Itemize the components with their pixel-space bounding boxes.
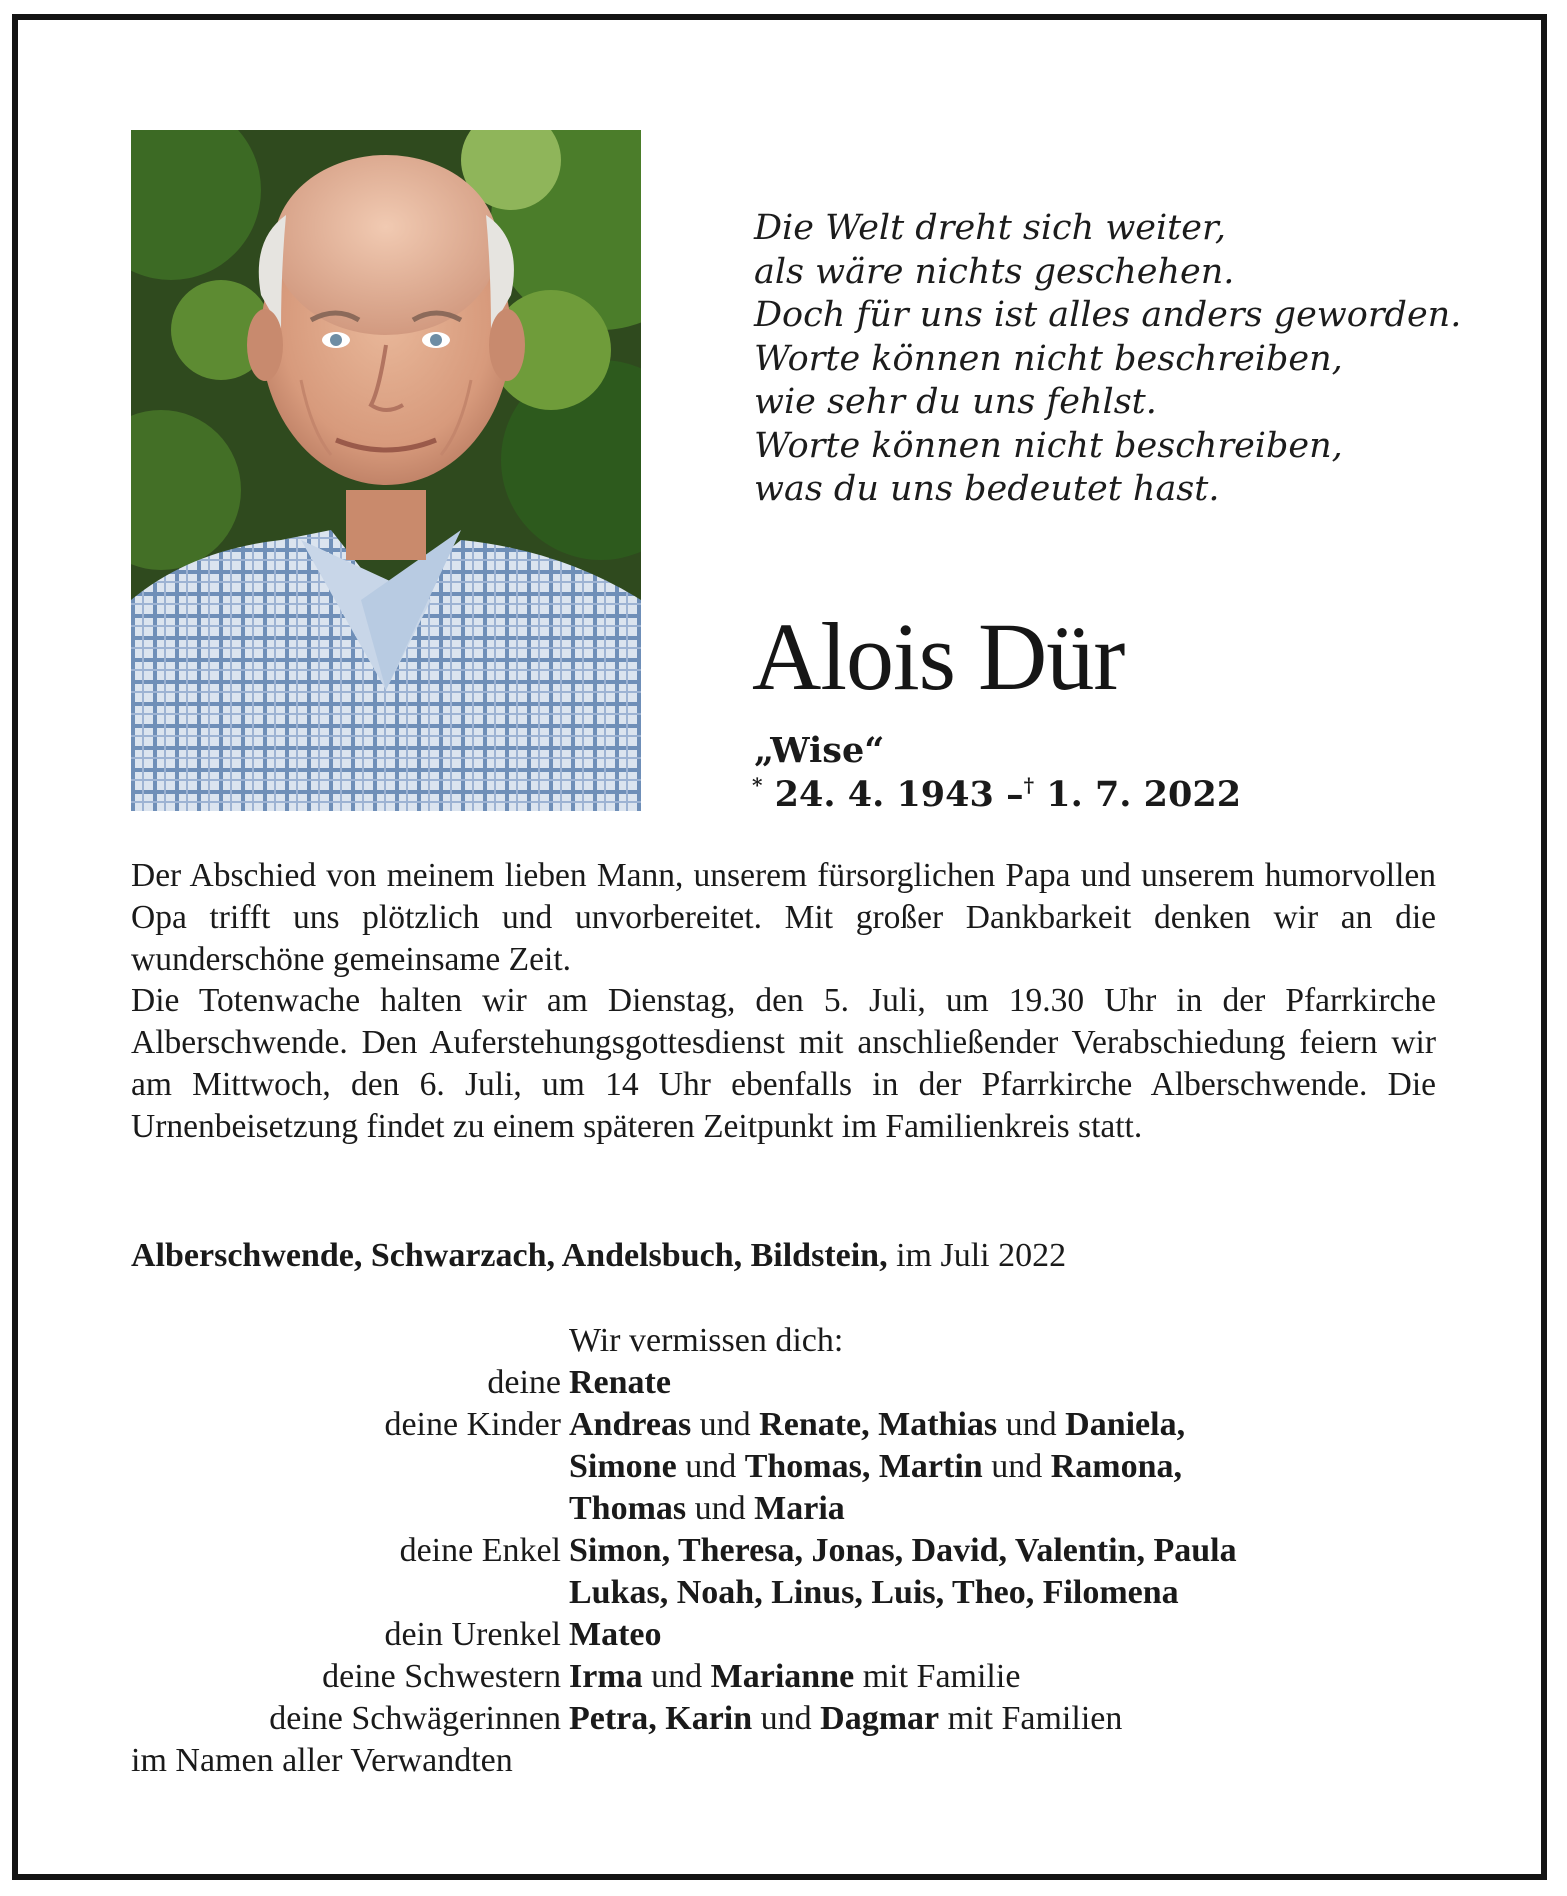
conjunction: und	[651, 1658, 703, 1695]
relation-label: deine Schwägerinnen	[269, 1700, 561, 1737]
towns: Alberschwende, Schwarzach, Andelsbuch, Bildstein,	[131, 1237, 888, 1274]
poem-line: Worte können nicht beschreiben,	[754, 338, 1343, 379]
closing-line: im Namen aller Verwandten	[131, 1742, 513, 1779]
relation-label: deine Enkel	[399, 1532, 561, 1569]
farewell-paragraph: Der Abschied von meinem lieben Mann, unserem fürsorglichen Papa und unserem humorvollen Opa trifft uns plötzlich und unvorbereitet. Mit großer Dankbarkeit denken wir an die wunderschöne gemeinsame Zeit.	[131, 857, 1436, 978]
mourner-name: Martin	[878, 1448, 983, 1485]
death-date: 1. 7. 2022	[1046, 774, 1242, 815]
mourner-row-children	[131, 1404, 1461, 1446]
poem-line: wie sehr du uns fehlst.	[754, 382, 1157, 422]
poem-line: was du uns bedeutet hast.	[754, 469, 1220, 509]
mourner-name: Renate,	[759, 1406, 870, 1443]
conjunction: und	[991, 1448, 1043, 1485]
relation-label: deine Kinder	[384, 1406, 561, 1443]
mourner-name: Andreas	[569, 1406, 692, 1443]
mourner-name: Mathias	[878, 1406, 998, 1443]
mourner-name: Simone	[569, 1448, 677, 1485]
mourner-names: Simon, Theresa, Jonas, David, Valentin, Paula	[569, 1532, 1237, 1569]
service-paragraph: Die Totenwache halten wir am Dienstag, den 5. Juli, um 19.30 Uhr in der Pfarrkirche Alberschwende. Den Auferstehungsgottesdienst mit anschließender Verabschiedung feiern wir am Mittwoch, den 6. Juli, um 14 Uhr ebenfalls in der Pfarrkirche Alberschwende. Die Urnenbeisetzung findet zu einem späteren Zeitpunkt im Familienkreis statt.	[131, 982, 1436, 1145]
relation-label: deine Schwestern	[322, 1658, 561, 1695]
family-suffix: mit Familien	[947, 1700, 1123, 1737]
poem-line: als wäre nichts geschehen.	[754, 251, 1235, 292]
portrait-photo	[131, 130, 641, 811]
relation-label: dein Urenkel	[384, 1616, 561, 1653]
relation-label: deine	[487, 1364, 561, 1401]
death-mark: †	[1023, 773, 1035, 797]
announcement-text	[131, 855, 1436, 1148]
mourners-list	[131, 1320, 1461, 1782]
mourner-name: Dagmar	[820, 1700, 940, 1737]
mourner-row-sisters	[131, 1656, 1461, 1698]
birth-mark: *	[752, 773, 763, 797]
mourners-intro: Wir vermissen dich:	[569, 1322, 844, 1359]
places-and-date	[131, 1237, 1066, 1275]
mourner-name: Mateo	[569, 1616, 662, 1653]
mourner-name: Daniela,	[1065, 1406, 1186, 1443]
poem-line: Die Welt dreht sich weiter,	[754, 208, 1226, 248]
mourner-name: Marianne	[710, 1658, 855, 1695]
conjunction: und	[1005, 1406, 1057, 1443]
family-suffix: mit Familie	[862, 1658, 1021, 1695]
mourner-row-wife	[131, 1362, 1461, 1404]
mourner-row-children-cont	[131, 1446, 1461, 1488]
poem-line: Worte können nicht beschreiben,	[754, 425, 1343, 466]
mourner-name: Irma	[569, 1658, 643, 1695]
mourner-row-grandchildren-cont	[131, 1572, 1461, 1614]
conjunction: und	[760, 1700, 812, 1737]
mourner-row-sisters-in-law	[131, 1698, 1461, 1740]
mourner-name: Thomas	[569, 1490, 687, 1527]
conjunction: und	[694, 1490, 746, 1527]
conjunction: und	[685, 1448, 737, 1485]
poem-line: Doch für uns ist alles anders geworden.	[754, 295, 1462, 335]
conjunction: und	[699, 1406, 751, 1443]
mourner-name: Thomas,	[744, 1448, 871, 1485]
mourner-names: Lukas, Noah, Linus, Luis, Theo, Filomena	[569, 1574, 1179, 1611]
birth-date: 24. 4. 1943	[774, 774, 994, 815]
mourner-name: Ramona,	[1050, 1448, 1182, 1485]
mourner-name: Petra, Karin	[569, 1700, 753, 1737]
life-dates	[752, 773, 1241, 815]
mourner-row-grandchildren	[131, 1530, 1461, 1572]
announcement-date: im Juli 2022	[896, 1237, 1067, 1274]
deceased-name: Alois Dür	[752, 603, 1125, 710]
mourner-name: Maria	[754, 1490, 845, 1527]
memorial-poem	[754, 207, 1461, 512]
mourner-name: Renate	[569, 1364, 671, 1401]
date-dash: –	[1006, 774, 1024, 815]
deceased-nickname: „Wise“	[754, 730, 885, 771]
mourner-row-children-cont	[131, 1488, 1461, 1530]
mourner-row-greatgrandchild	[131, 1614, 1461, 1656]
